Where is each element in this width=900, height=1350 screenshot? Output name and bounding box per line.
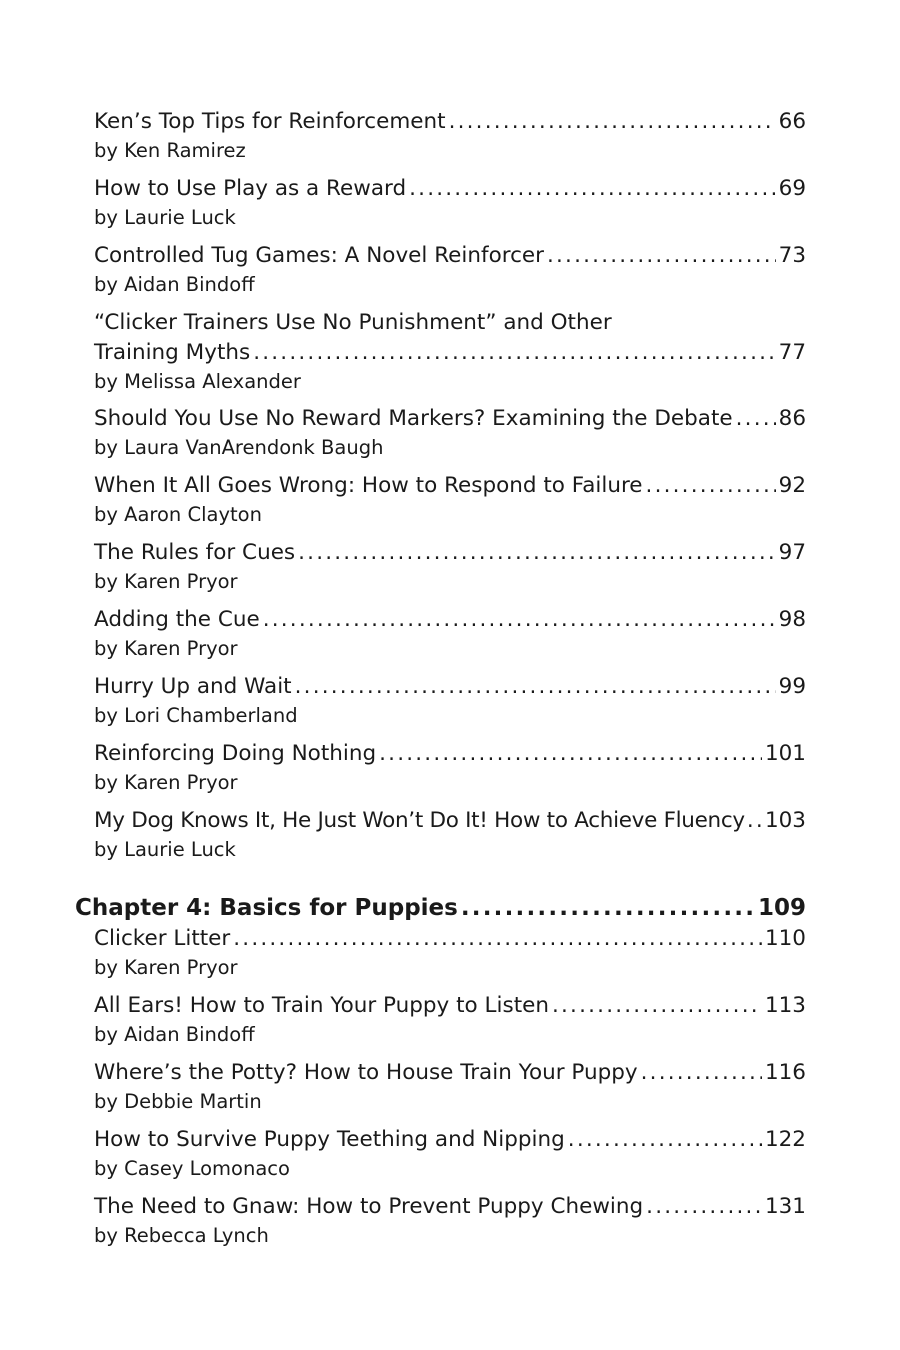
dot-leader	[461, 892, 755, 924]
toc-entry	[94, 924, 806, 982]
toc-entry-page: 103	[764, 808, 806, 833]
toc-entry-title: Ken’s Top Tips for Reinforcement	[94, 109, 446, 134]
dot-leader	[646, 1192, 762, 1222]
toc-entry-title: Should You Use No Reward Markers? Examining the Debate	[94, 406, 733, 431]
toc-entry-page: 97	[778, 540, 806, 565]
toc-entry	[94, 174, 806, 232]
toc-entry-page: 99	[778, 674, 806, 699]
toc-entry	[94, 739, 806, 797]
toc-entry	[94, 471, 806, 529]
toc-entry-line	[94, 924, 806, 954]
toc-entry-author: by Ken Ramirez	[94, 139, 246, 162]
dot-leader	[646, 471, 776, 501]
toc-entry-line	[94, 1192, 806, 1222]
toc-entry-title: Hurry Up and Wait	[94, 674, 292, 699]
toc-entry-page: 86	[778, 406, 806, 431]
toc-entry-line	[94, 672, 806, 702]
toc-entry-title: My Dog Knows It, He Just Won’t Do It! How to Achieve Fluency	[94, 808, 745, 833]
toc-entry-author: by Karen Pryor	[94, 956, 238, 979]
toc-entry	[94, 308, 806, 396]
toc-entry-page: 66	[778, 109, 806, 134]
toc-entry-line	[94, 174, 806, 204]
toc-entry-title: The Rules for Cues	[94, 540, 296, 565]
toc-entry-author: by Laurie Luck	[94, 838, 236, 861]
dot-leader	[253, 338, 775, 368]
toc-entry-title: Reinforcing Doing Nothing	[94, 741, 377, 766]
toc-entry-author: by Lori Chamberland	[94, 704, 298, 727]
toc-entry-title-line1: “Clicker Trainers Use No Punishment” and Other	[94, 310, 612, 335]
toc-entry-author: by Aaron Clayton	[94, 503, 262, 526]
dot-leader	[263, 605, 776, 635]
toc-entry	[94, 806, 806, 864]
dot-leader	[298, 538, 776, 568]
toc-entry-line	[94, 806, 806, 836]
toc-entry-line	[94, 739, 806, 769]
dot-leader	[552, 991, 762, 1021]
dot-leader	[449, 107, 776, 137]
toc-entry-author: by Debbie Martin	[94, 1090, 262, 1113]
toc-entry	[94, 1125, 806, 1183]
toc-entry-page: 77	[778, 340, 806, 365]
toc-entry-author: by Aidan Bindoff	[94, 1023, 255, 1046]
toc-entry-author: by Karen Pryor	[94, 637, 238, 660]
chapter-page: 109	[757, 895, 806, 921]
toc-entry	[94, 538, 806, 596]
toc-entry-line	[94, 404, 806, 434]
dot-leader	[747, 806, 763, 836]
toc-entry-page: 110	[764, 926, 806, 951]
toc-entry	[94, 991, 806, 1049]
dot-leader	[233, 924, 762, 954]
toc-entry-title: When It All Goes Wrong: How to Respond to Failure	[94, 473, 643, 498]
toc-entry	[94, 404, 806, 462]
toc-entry-author: by Casey Lomonaco	[94, 1157, 290, 1180]
toc-entry-line	[94, 1058, 806, 1088]
dot-leader	[547, 241, 776, 271]
toc-entry-title: The Need to Gnaw: How to Prevent Puppy Chewing	[94, 1194, 644, 1219]
toc-entry-line	[94, 1125, 806, 1155]
toc-entry-title: All Ears! How to Train Your Puppy to Listen	[94, 993, 549, 1018]
toc-entry-page: 73	[778, 243, 806, 268]
toc-entry-title: Where’s the Potty? How to House Train Your Puppy	[94, 1060, 638, 1085]
toc-entry	[94, 1058, 806, 1116]
dot-leader	[295, 672, 776, 702]
toc-entry-page: 69	[778, 176, 806, 201]
toc-entry-author: by Karen Pryor	[94, 771, 238, 794]
chapter-heading-line	[75, 892, 806, 924]
toc-entry-line	[94, 991, 806, 1021]
toc-entry-page: 101	[764, 741, 806, 766]
toc-entry	[94, 672, 806, 730]
toc-entry-page: 113	[764, 993, 806, 1018]
toc-entry-line	[94, 107, 806, 137]
toc-entry-page: 92	[778, 473, 806, 498]
toc-entry-author: by Karen Pryor	[94, 570, 238, 593]
toc-entry	[94, 1192, 806, 1250]
chapter-title: Chapter 4: Basics for Puppies	[75, 895, 458, 921]
toc-entry-line	[94, 241, 806, 271]
toc-entry	[94, 107, 806, 165]
toc-entry-line	[94, 338, 806, 368]
dot-leader	[736, 404, 776, 434]
toc-entry-author: by Aidan Bindoff	[94, 273, 255, 296]
toc-entry	[94, 241, 806, 299]
toc-entry-author: by Laura VanArendonk Baugh	[94, 436, 384, 459]
chapter-heading	[75, 892, 806, 924]
toc-entry-page: 98	[778, 607, 806, 632]
toc-entry-author: by Laurie Luck	[94, 206, 236, 229]
toc-entry-title: How to Survive Puppy Teething and Nipping	[94, 1127, 565, 1152]
dot-leader	[379, 739, 762, 769]
toc-entry-title: Controlled Tug Games: A Novel Reinforcer	[94, 243, 544, 268]
toc-entry-line	[94, 538, 806, 568]
toc-entry-page: 116	[764, 1060, 806, 1085]
dot-leader	[641, 1058, 762, 1088]
toc-entry-title: Training Myths	[94, 340, 251, 365]
dot-leader	[568, 1125, 762, 1155]
toc-entry	[94, 605, 806, 663]
toc-entry-author: by Melissa Alexander	[94, 370, 301, 393]
toc-entry-page: 122	[764, 1127, 806, 1152]
toc-entry-line	[94, 471, 806, 501]
toc-entry-line	[94, 605, 806, 635]
toc-entry-title: How to Use Play as a Reward	[94, 176, 407, 201]
toc-entry-author: by Rebecca Lynch	[94, 1224, 269, 1247]
toc-entry-title: Clicker Litter	[94, 926, 231, 951]
toc-entry-title: Adding the Cue	[94, 607, 260, 632]
dot-leader	[409, 174, 776, 204]
toc-entry-page: 131	[764, 1194, 806, 1219]
